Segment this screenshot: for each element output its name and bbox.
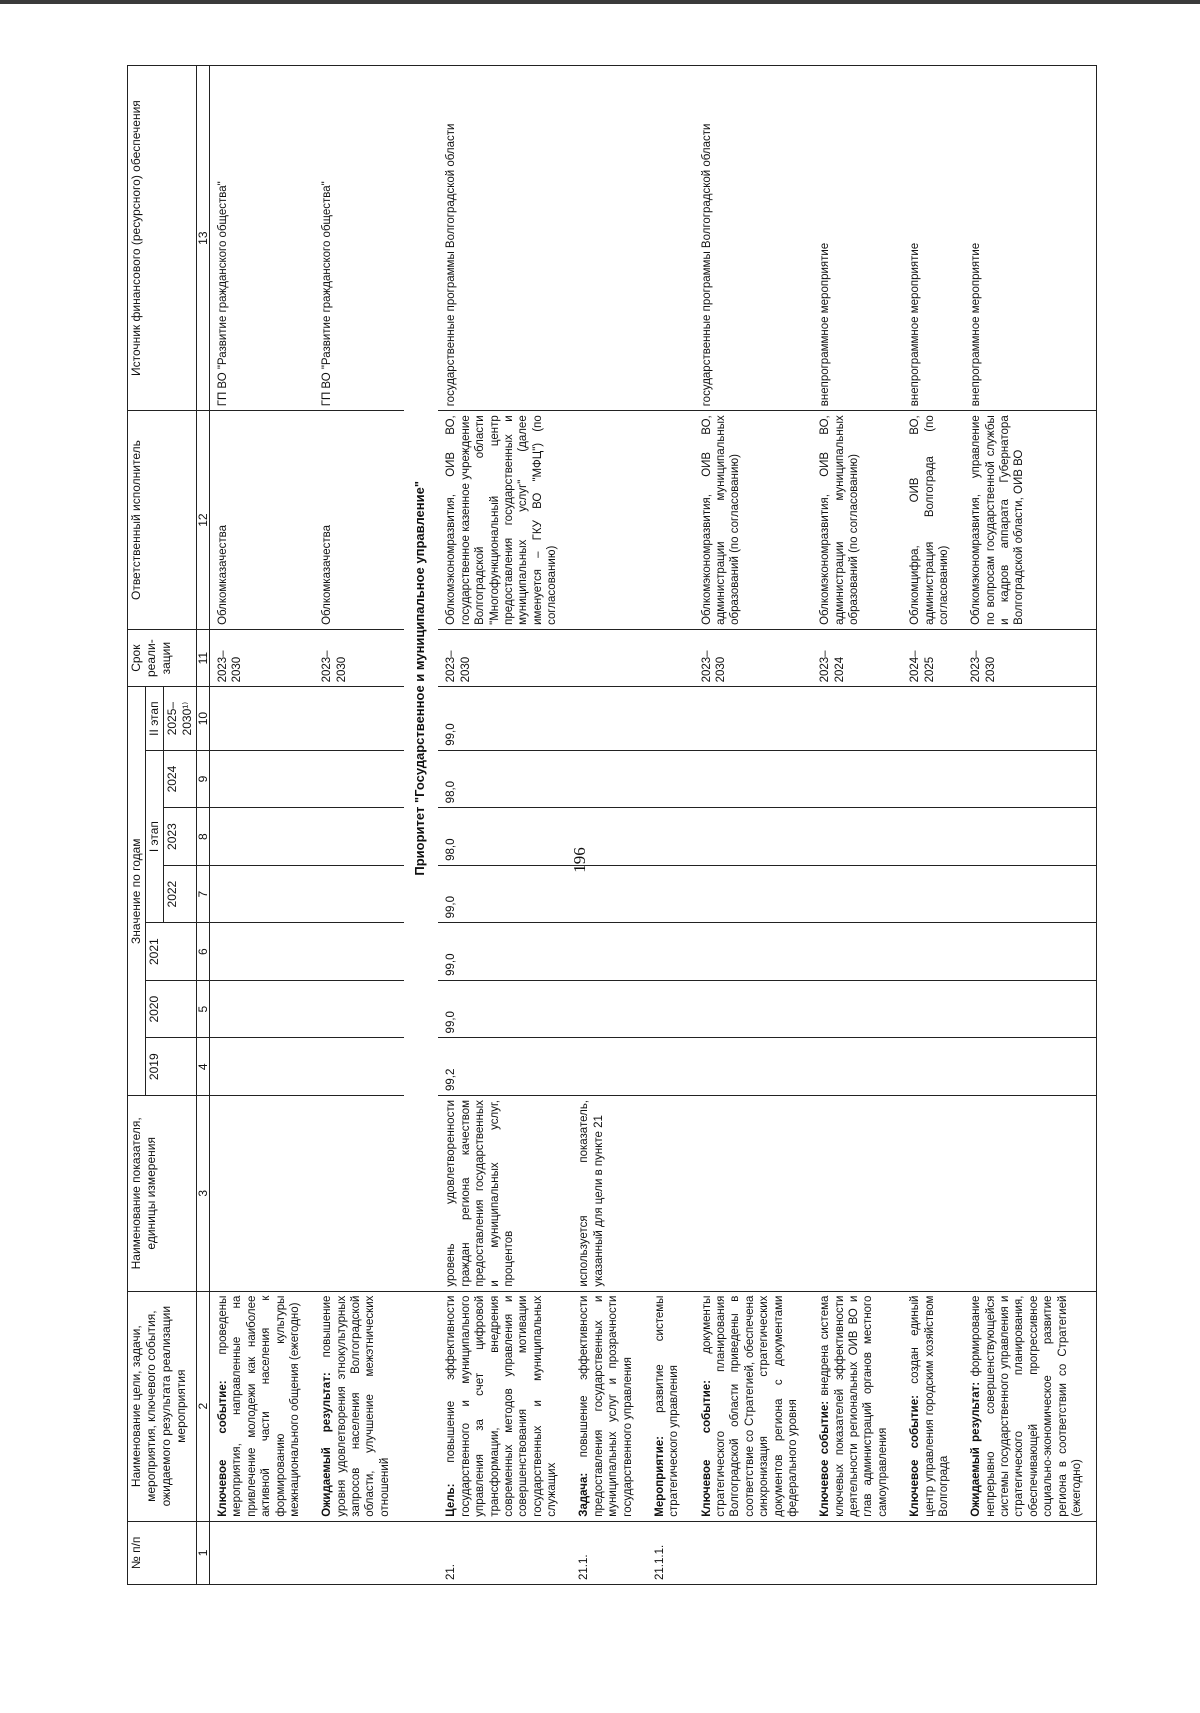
header-term: Срок реали-зации bbox=[128, 629, 197, 687]
row-value bbox=[812, 865, 902, 923]
table-row bbox=[647, 66, 694, 1585]
row-indicator: уровень удовлетворенности граждан региона качеством предоставления государственных и муниципальных услуг, процентов bbox=[438, 1095, 571, 1291]
row-value bbox=[694, 980, 813, 1038]
column-number: 2 bbox=[197, 1291, 210, 1521]
row-indicator bbox=[210, 1095, 315, 1291]
row-value bbox=[314, 687, 404, 750]
column-number-row bbox=[197, 66, 210, 1585]
row-value bbox=[902, 980, 963, 1038]
row-num bbox=[210, 1521, 315, 1584]
row-value bbox=[963, 687, 1097, 750]
row-value bbox=[571, 808, 647, 866]
row-name bbox=[694, 1291, 813, 1521]
row-name-text: документы стратегического планирования Волгоградской области приведены в соответствие со Стратегией, обеспечена синхронизация стратегических документов региона с документами федерального уровня bbox=[700, 1295, 799, 1517]
header-year: 2025–2030¹⁾ bbox=[164, 687, 197, 750]
row-num bbox=[404, 1521, 438, 1584]
row-source: государственные программы Волгоградской области bbox=[694, 66, 813, 411]
row-num bbox=[963, 1521, 1097, 1584]
row-value bbox=[963, 808, 1097, 866]
row-term: 2023–2024 bbox=[812, 629, 902, 687]
row-value bbox=[902, 687, 963, 750]
row-value bbox=[902, 923, 963, 981]
row-value: 99,0 bbox=[438, 923, 571, 981]
row-value bbox=[571, 923, 647, 981]
row-value bbox=[647, 1038, 694, 1096]
row-num bbox=[694, 1521, 813, 1584]
column-number: 6 bbox=[197, 923, 210, 981]
row-name bbox=[647, 1291, 694, 1521]
table-row bbox=[571, 66, 647, 1585]
row-value bbox=[963, 923, 1097, 981]
row-responsible: Облкомэкономразвития, ОИВ ВО, администрации муниципальных образований (по согласованию) bbox=[694, 411, 813, 630]
header-stage-1: I этап bbox=[146, 750, 164, 923]
row-value bbox=[314, 923, 404, 981]
column-number: 7 bbox=[197, 865, 210, 923]
row-term: 2023–2030 bbox=[963, 629, 1097, 687]
row-name-prefix: Ключевое событие: bbox=[700, 1380, 713, 1517]
row-value bbox=[314, 808, 404, 866]
row-value bbox=[210, 865, 315, 923]
row-source: внепрограммное мероприятие bbox=[812, 66, 902, 411]
row-value bbox=[902, 808, 963, 866]
row-responsible: Облкомэкономразвития, ОИВ ВО, государственное казенное учреждение Волгоградской области "Многофункциональный центр предоставления государственных и муниципальных услуг" (далее именуется – ГКУ ВО "МФЦ") (по согласованию) bbox=[438, 411, 571, 630]
row-value bbox=[210, 1038, 315, 1096]
row-value bbox=[314, 980, 404, 1038]
table-row bbox=[210, 66, 315, 1585]
table-row bbox=[812, 66, 902, 1585]
row-indicator bbox=[812, 1095, 902, 1291]
row-value bbox=[647, 750, 694, 808]
row-name bbox=[314, 1291, 404, 1521]
row-name-prefix: Мероприятие: bbox=[653, 1436, 666, 1517]
row-value bbox=[812, 808, 902, 866]
row-value bbox=[963, 750, 1097, 808]
column-number: 12 bbox=[197, 411, 210, 630]
column-number: 4 bbox=[197, 1038, 210, 1096]
row-indicator bbox=[902, 1095, 963, 1291]
row-term: 2023–2030 bbox=[694, 629, 813, 687]
row-num: 21.1.1. bbox=[647, 1521, 694, 1584]
row-value bbox=[694, 865, 813, 923]
row-value bbox=[647, 808, 694, 866]
row-num: 21.1. bbox=[571, 1521, 647, 1584]
row-value bbox=[647, 923, 694, 981]
header-year: 2020 bbox=[146, 980, 197, 1038]
rotated-document bbox=[127, 65, 1177, 1585]
row-value bbox=[812, 980, 902, 1038]
row-value bbox=[571, 1038, 647, 1096]
row-name-text: повышение уровня удовлетворения этнокультурных запросов населения Волгоградской области, улучшение межэтнических отношений bbox=[321, 1295, 391, 1517]
row-value bbox=[210, 980, 315, 1038]
row-indicator bbox=[314, 1095, 404, 1291]
table-body bbox=[210, 66, 1097, 1585]
row-name-text: развитие системы стратегического управления bbox=[653, 1295, 681, 1517]
table-row bbox=[404, 66, 438, 1585]
row-indicator: используется показатель, указанный для цели в пункте 21 bbox=[571, 1095, 647, 1291]
row-indicator bbox=[694, 1095, 813, 1291]
header-values: Значение по годам bbox=[128, 687, 146, 1096]
column-number: 3 bbox=[197, 1095, 210, 1291]
header-year: 2021 bbox=[146, 923, 197, 981]
table-row bbox=[314, 66, 404, 1585]
row-term: 2023–2030 bbox=[438, 629, 571, 687]
header-year: 2023 bbox=[164, 808, 197, 866]
page-number: 196 bbox=[570, 847, 589, 873]
row-name-prefix: Цель: bbox=[445, 1483, 458, 1517]
row-name bbox=[963, 1291, 1097, 1521]
row-name-prefix: Ключевое событие: bbox=[217, 1380, 229, 1517]
row-responsible bbox=[571, 411, 647, 630]
row-indicator bbox=[647, 1095, 694, 1291]
row-value bbox=[210, 687, 315, 750]
row-value bbox=[812, 687, 902, 750]
row-name bbox=[210, 1291, 315, 1521]
header-stage-2: II этап bbox=[146, 687, 164, 750]
row-num bbox=[812, 1521, 902, 1584]
row-term: 2024–2025 bbox=[902, 629, 963, 687]
row-term: 2023–2030 bbox=[314, 629, 404, 687]
row-value bbox=[647, 865, 694, 923]
header-name: Наименование цели, задачи, мероприятия, ключевого события, ожидаемого результата реализации мероприятия bbox=[128, 1291, 197, 1521]
row-term bbox=[571, 629, 647, 687]
header-year: 2022 bbox=[164, 865, 197, 923]
row-value bbox=[647, 687, 694, 750]
row-value: 98,0 bbox=[438, 750, 571, 808]
row-name-text: формирование непрерывно совершенствующейся системы государственного управления и стратегического планирования, обеспечивающей прогрессивное социально-экономическое развитие региона в соответствии со Стратегией (ежегодно) bbox=[970, 1295, 1083, 1517]
table-row bbox=[438, 66, 571, 1585]
row-value: 98,0 bbox=[438, 808, 571, 866]
header-year: 2024 bbox=[164, 750, 197, 808]
row-responsible: Облкомказачества bbox=[314, 411, 404, 630]
table-row bbox=[963, 66, 1097, 1585]
row-name bbox=[812, 1291, 902, 1521]
row-value bbox=[694, 687, 813, 750]
row-value bbox=[210, 808, 315, 866]
row-term: 2023–2030 bbox=[210, 629, 315, 687]
row-value bbox=[314, 1038, 404, 1096]
row-source: внепрограммное мероприятие bbox=[902, 66, 963, 411]
row-value: 99,0 bbox=[438, 687, 571, 750]
row-responsible: Облкомэкономразвития, ОИВ ВО, администрации муниципальных образований (по согласованию) bbox=[812, 411, 902, 630]
table-row bbox=[694, 66, 813, 1585]
header-responsible: Ответственный исполнитель bbox=[128, 411, 197, 630]
row-value bbox=[571, 750, 647, 808]
row-source bbox=[647, 66, 694, 411]
row-value: 99,0 bbox=[438, 980, 571, 1038]
header-year: 2019 bbox=[146, 1038, 197, 1096]
top-border-line bbox=[0, 0, 1200, 4]
row-source bbox=[571, 66, 647, 411]
row-name-prefix: Ключевое событие: bbox=[909, 1395, 922, 1517]
column-number: 5 bbox=[197, 980, 210, 1038]
row-name-prefix: Ожидаемый результат: bbox=[970, 1381, 983, 1517]
header-indicator: Наименование показателя, единицы измерения bbox=[128, 1095, 197, 1291]
row-value bbox=[694, 923, 813, 981]
column-number: 11 bbox=[197, 629, 210, 687]
row-source: ГП ВО "Развитие гражданского общества" bbox=[314, 66, 404, 411]
row-name bbox=[571, 1291, 647, 1521]
row-name-text: внедрена система ключевых показателей эффективности деятельности региональных ОИВ ВО и глав администраций органов местного самоуправления bbox=[819, 1295, 889, 1517]
row-value bbox=[902, 865, 963, 923]
row-num: 21. bbox=[438, 1521, 571, 1584]
row-value bbox=[963, 1038, 1097, 1096]
row-value bbox=[812, 750, 902, 808]
priority-heading: Приоритет "Государственное и муниципальное управление" bbox=[404, 66, 438, 1292]
row-value bbox=[812, 1038, 902, 1096]
row-responsible: Облкомэкономразвития, управление по вопросам государственной службы и кадров аппарата Губернатора Волгоградской области, ОИВ ВО bbox=[963, 411, 1097, 630]
row-value: 99,0 bbox=[438, 865, 571, 923]
column-number: 8 bbox=[197, 808, 210, 866]
row-responsible: Облкомказачества bbox=[210, 411, 315, 630]
row-value bbox=[694, 808, 813, 866]
row-name-text: проведены мероприятия, направленные на привлечение молодежи как наиболее активной части населения к формированию культуры межнационального общения (ежегодно) bbox=[217, 1295, 301, 1517]
row-name-text: повышение эффективности государственного и муниципального управления за счет цифровой трансформации, внедрения современных методов управления и совершенствования мотивации государственных и муниципальных служащих bbox=[445, 1295, 558, 1517]
row-value bbox=[571, 865, 647, 923]
row-name-text: создан единый центр управления городским хозяйством Волгограда bbox=[909, 1295, 950, 1517]
column-number: 13 bbox=[197, 66, 210, 411]
row-value bbox=[812, 923, 902, 981]
row-name bbox=[404, 1291, 438, 1521]
strategy-table bbox=[127, 65, 1097, 1585]
row-source: ГП ВО "Развитие гражданского общества" bbox=[210, 66, 315, 411]
row-value bbox=[571, 980, 647, 1038]
column-number: 9 bbox=[197, 750, 210, 808]
table-header bbox=[128, 66, 210, 1585]
row-value bbox=[647, 980, 694, 1038]
row-name bbox=[438, 1291, 571, 1521]
row-name-text: повышение эффективности предоставления государственных и муниципальных услуг и прозрачности государственного управления bbox=[578, 1295, 634, 1517]
row-name-prefix: Ключевое событие: bbox=[819, 1400, 832, 1517]
row-value bbox=[902, 1038, 963, 1096]
row-responsible: Облкомцифра, ОИВ ВО, администрация Волгограда (по согласованию) bbox=[902, 411, 963, 630]
row-value bbox=[694, 750, 813, 808]
row-value: 99,2 bbox=[438, 1038, 571, 1096]
row-source: государственные программы Волгоградской области bbox=[438, 66, 571, 411]
row-num bbox=[902, 1521, 963, 1584]
row-indicator bbox=[963, 1095, 1097, 1291]
table-row bbox=[902, 66, 963, 1585]
column-number: 10 bbox=[197, 687, 210, 750]
header-source: Источник финансового (ресурсного) обеспечения bbox=[128, 66, 197, 411]
row-value bbox=[571, 687, 647, 750]
row-term bbox=[647, 629, 694, 687]
row-value bbox=[963, 980, 1097, 1038]
row-value bbox=[210, 750, 315, 808]
row-value bbox=[694, 1038, 813, 1096]
row-name-prefix: Задача: bbox=[578, 1472, 591, 1517]
row-value bbox=[963, 865, 1097, 923]
header-num: № п/п bbox=[128, 1521, 197, 1584]
row-value bbox=[314, 750, 404, 808]
row-num bbox=[314, 1521, 404, 1584]
row-value bbox=[314, 865, 404, 923]
column-number: 1 bbox=[197, 1521, 210, 1584]
row-responsible bbox=[647, 411, 694, 630]
row-value bbox=[902, 750, 963, 808]
row-source: внепрограммное мероприятие bbox=[963, 66, 1097, 411]
row-name-prefix: Ожидаемый результат: bbox=[321, 1372, 334, 1517]
row-value bbox=[210, 923, 315, 981]
row-name bbox=[902, 1291, 963, 1521]
